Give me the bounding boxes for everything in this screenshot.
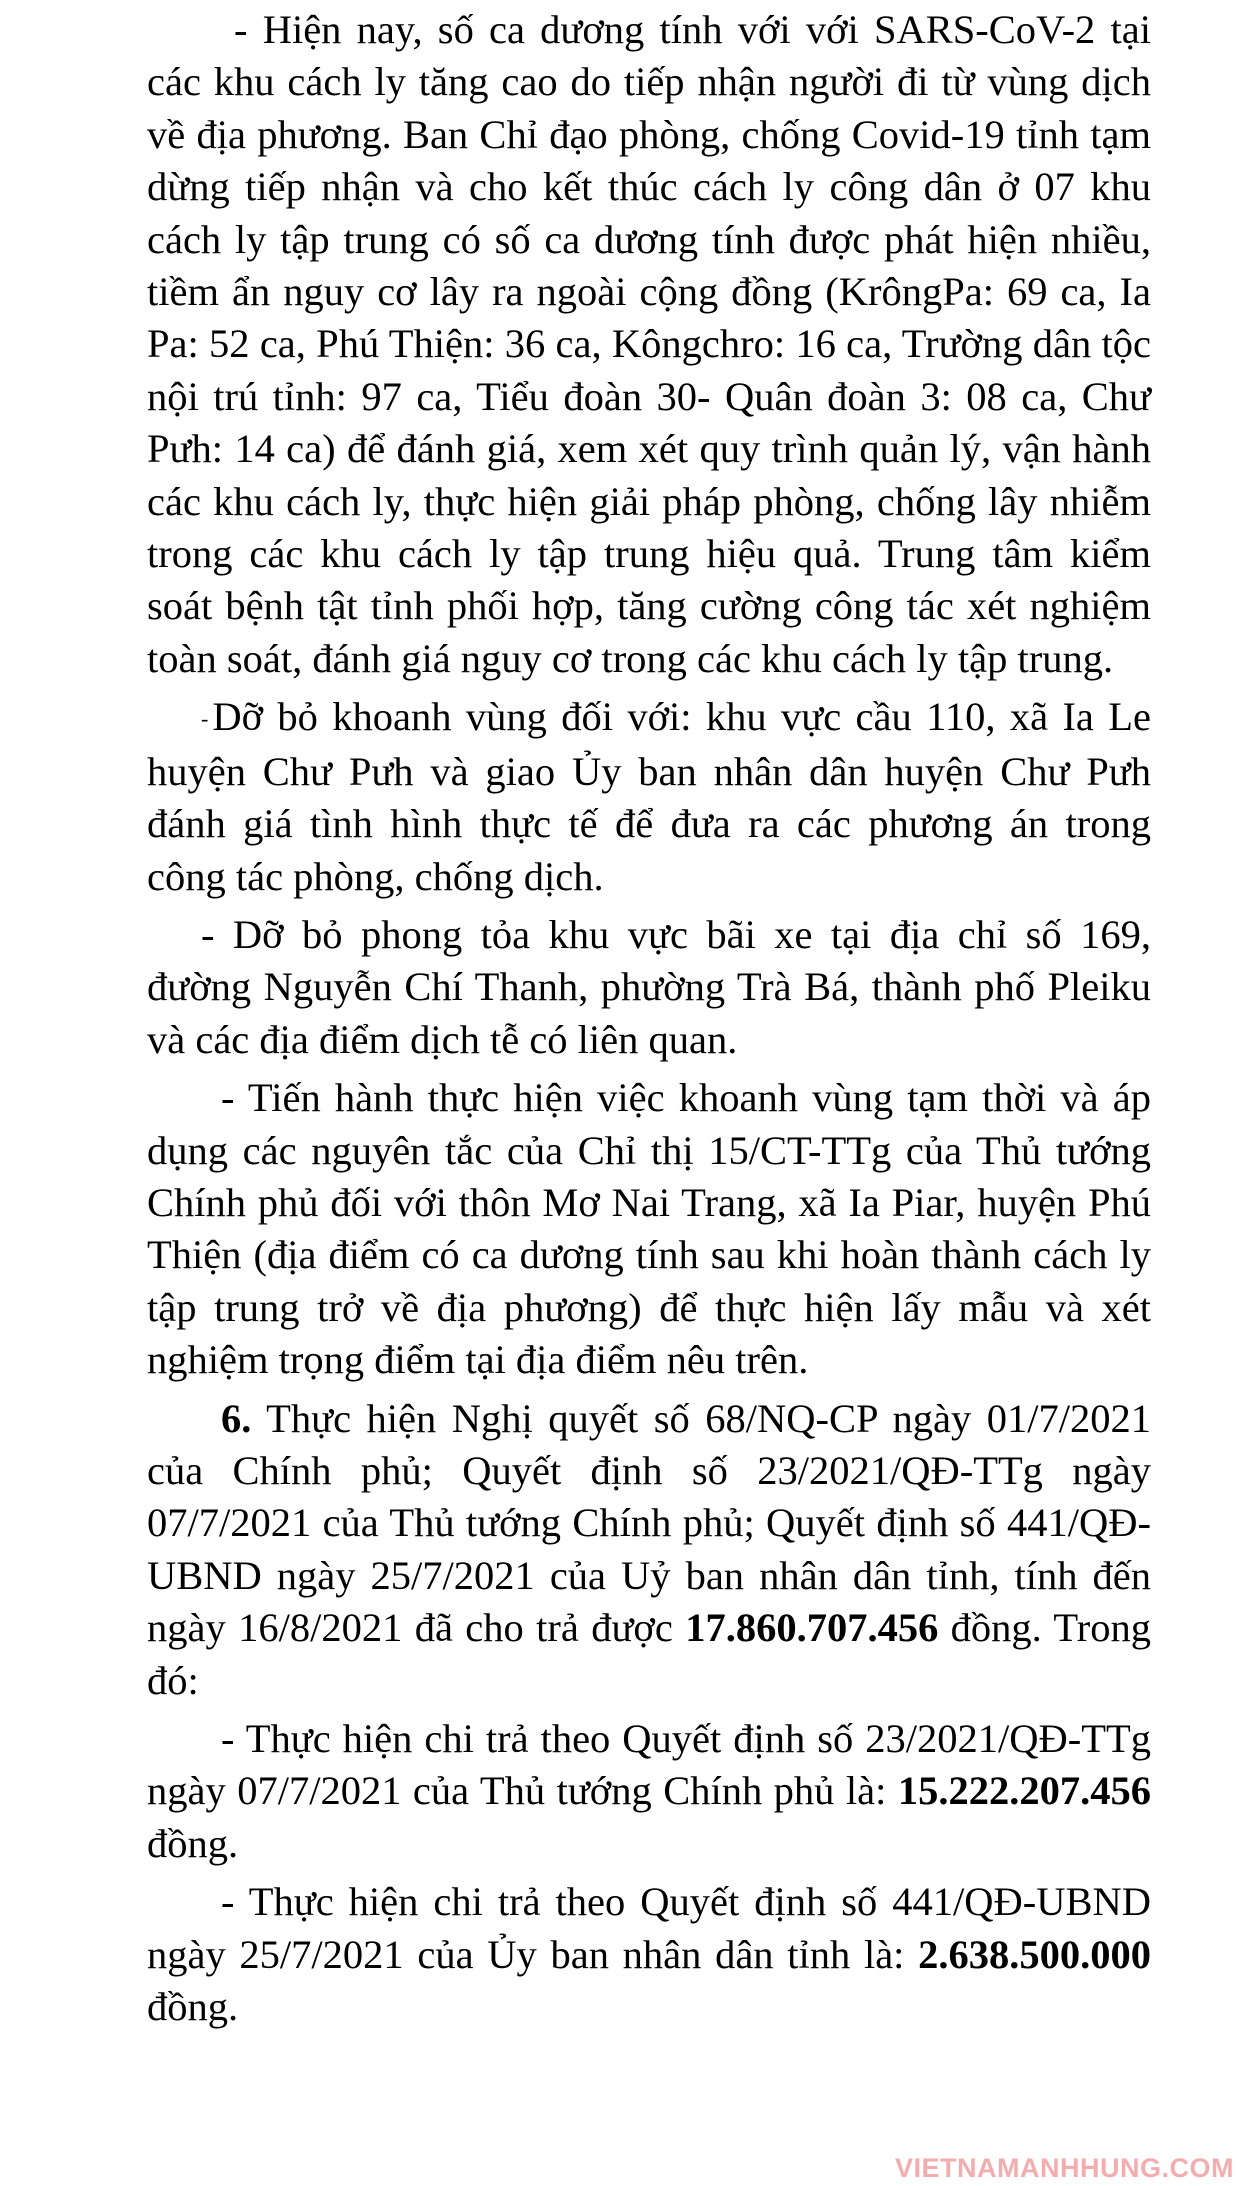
paragraph-payment-decision-441 [147,1876,1151,2033]
paragraph-section-6 [147,1393,1151,1707]
document-page [147,4,1151,2039]
paragraph-text: - Thực hiện chi trả theo Quyết định số 441/QĐ-UBND ngày 25/7/2021 của Ủy ban nhân dân tỉnh là: [147,1879,1151,1977]
payment-amount-441: 2.638.500.000 [918,1931,1151,1977]
site-watermark: VIETNAMANHHUNG.COM [895,2153,1234,2183]
paragraph-lift-zoning-bridge-110 [147,691,1151,903]
total-amount: 17.860.707.456 [685,1605,939,1651]
paragraph-quarantine-cases: - Hiện nay, số ca dương tính với với SARS-CoV-2 tại các khu cách ly tăng cao do tiếp nhận người đi từ vùng dịch về địa phương. Ban Chỉ đạo phòng, chống Covid-19 tỉnh tạm dừng tiếp nhận và cho kết thúc cách ly công dân ở 07 khu cách ly tập trung có số ca dương tính được phát hiện nhiều, tiềm ẩn nguy cơ lây ra ngoài cộng đồng (KrôngPa: 69 ca, Ia Pa: 52 ca, Phú Thiện: 36 ca, Kôngchro: 16 ca, Trường dân tộc nội trú tỉnh: 97 ca, Tiểu đoàn 30- Quân đoàn 3: 08 ca, Chư Pưh: 14 ca) để đánh giá, xem xét quy trình quản lý, vận hành các khu cách ly, thực hiện giải pháp phòng, chống lây nhiễm trong các khu cách ly tập trung hiệu quả. Trung tâm kiểm soát bệnh tật tỉnh phối hợp, tăng cường công tác xét nghiệm toàn soát, đánh giá nguy cơ trong các khu cách ly tập trung. [147,7,1151,681]
paragraph-text: Dỡ bỏ khoanh vùng đối với: khu vực cầu 110, xã Ia Le huyện Chư Pưh và giao Ủy ban nhân dân huyện Chư Pưh đánh giá tình hình thực tế để đưa ra các phương án trong công tác phòng, chống dịch. [147,694,1151,899]
paragraph-text: - Thực hiện chi trả theo Quyết định số 23/2021/QĐ-TTg ngày 07/7/2021 của Thủ tướng Chính phủ là: [147,1716,1151,1814]
paragraph-payment-decision-23 [147,1713,1151,1870]
paragraph-lift-lockdown-parking: - Dỡ bỏ phong tỏa khu vực bãi xe tại địa chỉ số 169, đường Nguyễn Chí Thanh, phường Trà Bá, thành phố Pleiku và các địa điểm dịch tễ có liên quan. [147,911,1151,1062]
paragraph-tail: đồng. Trong đó: [147,1605,1151,1703]
paragraph-text: Thực hiện Nghị quyết số 68/NQ-CP ngày 01/7/2021 của Chính phủ; Quyết định số 23/2021/QĐ-TTg ngày 07/7/2021 của Thủ tướng Chính phủ; Quyết định số 441/QĐ-UBND ngày 25/7/2021 của Uỷ ban nhân dân tỉnh, tính đến ngày 16/8/2021 đã cho trả được [147,1395,1151,1651]
bullet-dash: - [201,706,209,732]
section-number: 6. [221,1395,252,1441]
paragraph-tail: đồng. [147,1984,239,2030]
paragraph-tail: đồng. [147,1820,239,1866]
paragraph-temporary-zoning: - Tiến hành thực hiện việc khoanh vùng tạm thời và áp dụng các nguyên tắc của Chỉ thị 15/CT-TTg của Thủ tướng Chính phủ đối với thôn Mơ Nai Trang, xã Ia Piar, huyện Phú Thiện (địa điểm có ca dương tính sau khi hoàn thành cách ly tập trung trở về địa phương) để thực hiện lấy mẫu và xét nghiệm trọng điểm tại địa điểm nêu trên. [147,1075,1151,1383]
payment-amount-23: 15.222.207.456 [897,1768,1151,1814]
